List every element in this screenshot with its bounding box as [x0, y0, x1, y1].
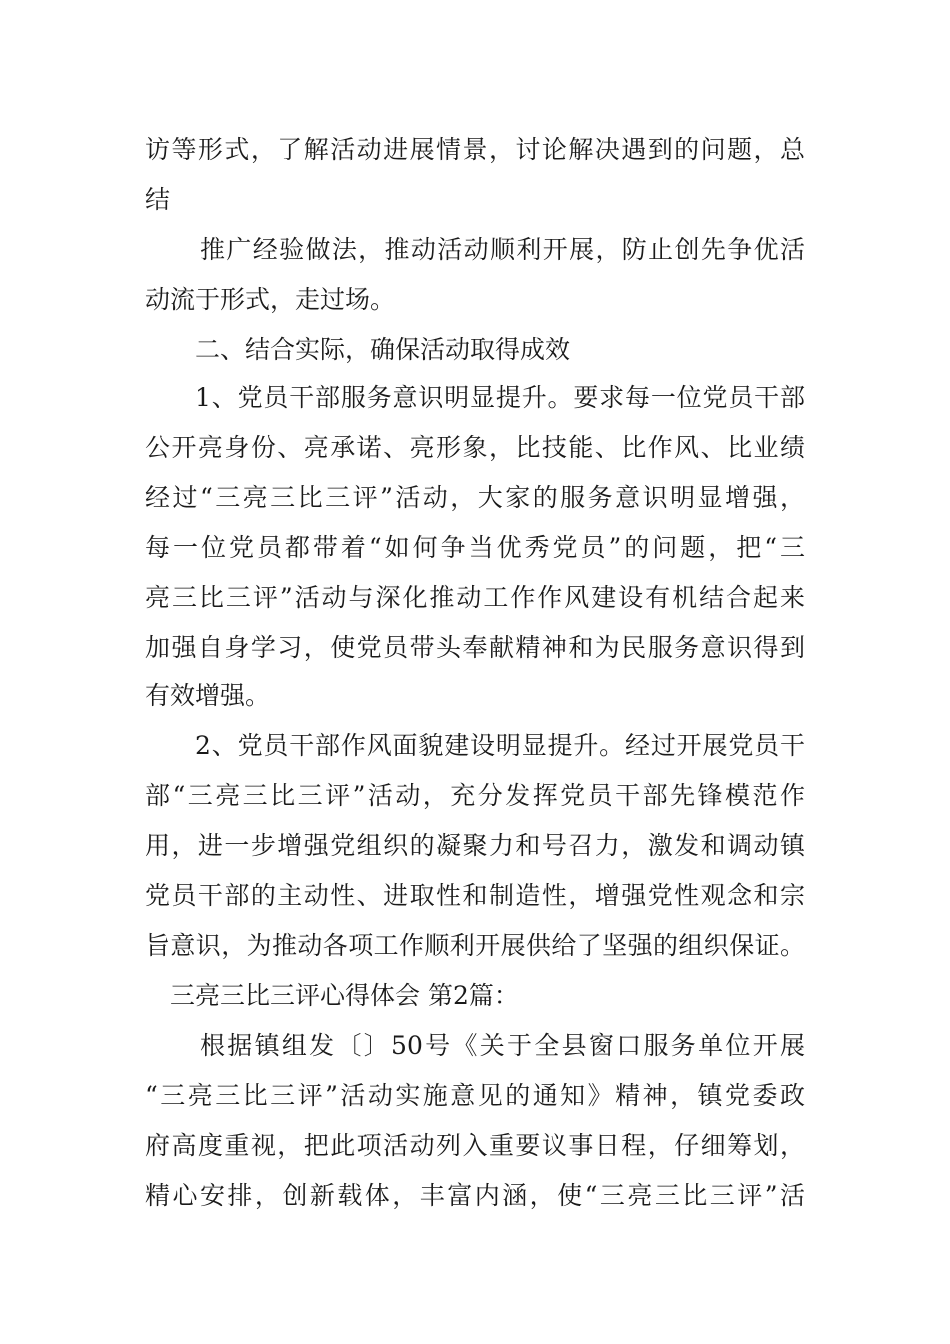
- text-line: 每一位党员都带着“如何争当优秀党员”的问题，把“三: [145, 533, 805, 562]
- text-line: 推广经验做法，推动活动顺利开展，防止创先争优活: [200, 235, 805, 264]
- text-line: 旨意识，为推动各项工作顺利开展供给了坚强的组织保证。: [145, 931, 805, 960]
- article-heading: 三亮三比三评心得体会 第2篇：: [170, 981, 519, 1010]
- text-line: 加强自身学习，使党员带头奉献精神和为民服务意识得到: [145, 633, 805, 662]
- text-line: 府高度重视，把此项活动列入重要议事日程，仔细筹划，: [145, 1131, 805, 1160]
- text-line: 1、党员干部服务意识明显提升。要求每一位党员干部: [195, 383, 805, 412]
- text-line: 公开亮身份、亮承诺、亮形象，比技能、比作风、比业绩: [145, 433, 805, 462]
- text-line: 2、党员干部作风面貌建设明显提升。经过开展党员干: [195, 731, 805, 760]
- text-line: 经过“三亮三比三评”活动，大家的服务意识明显增强，: [145, 483, 805, 512]
- section-heading: 二、结合实际，确保活动取得成效: [195, 335, 571, 364]
- text-line: 有效增强。: [145, 681, 271, 710]
- text-line: 党员干部的主动性、进取性和制造性，增强党性观念和宗: [145, 881, 805, 910]
- text-line: 结: [145, 185, 171, 214]
- text-line: 部“三亮三比三评”活动，充分发挥党员干部先锋模范作: [145, 781, 805, 810]
- text-line: 亮三比三评”活动与深化推动工作作风建设有机结合起来: [145, 583, 805, 612]
- text-line: 用，进一步增强党组织的凝聚力和号召力，激发和调动镇: [145, 831, 805, 860]
- text-line: “三亮三比三评”活动实施意见的通知》精神，镇党委政: [145, 1081, 805, 1110]
- text-line: 精心安排，创新载体，丰富内涵，使“三亮三比三评”活: [145, 1181, 805, 1210]
- text-line: 动流于形式，走过场。: [145, 285, 396, 314]
- text-line: 根据镇组发〔〕50号《关于全县窗口服务单位开展: [200, 1031, 805, 1060]
- text-line: 访等形式，了解活动进展情景，讨论解决遇到的问题，总: [145, 135, 805, 164]
